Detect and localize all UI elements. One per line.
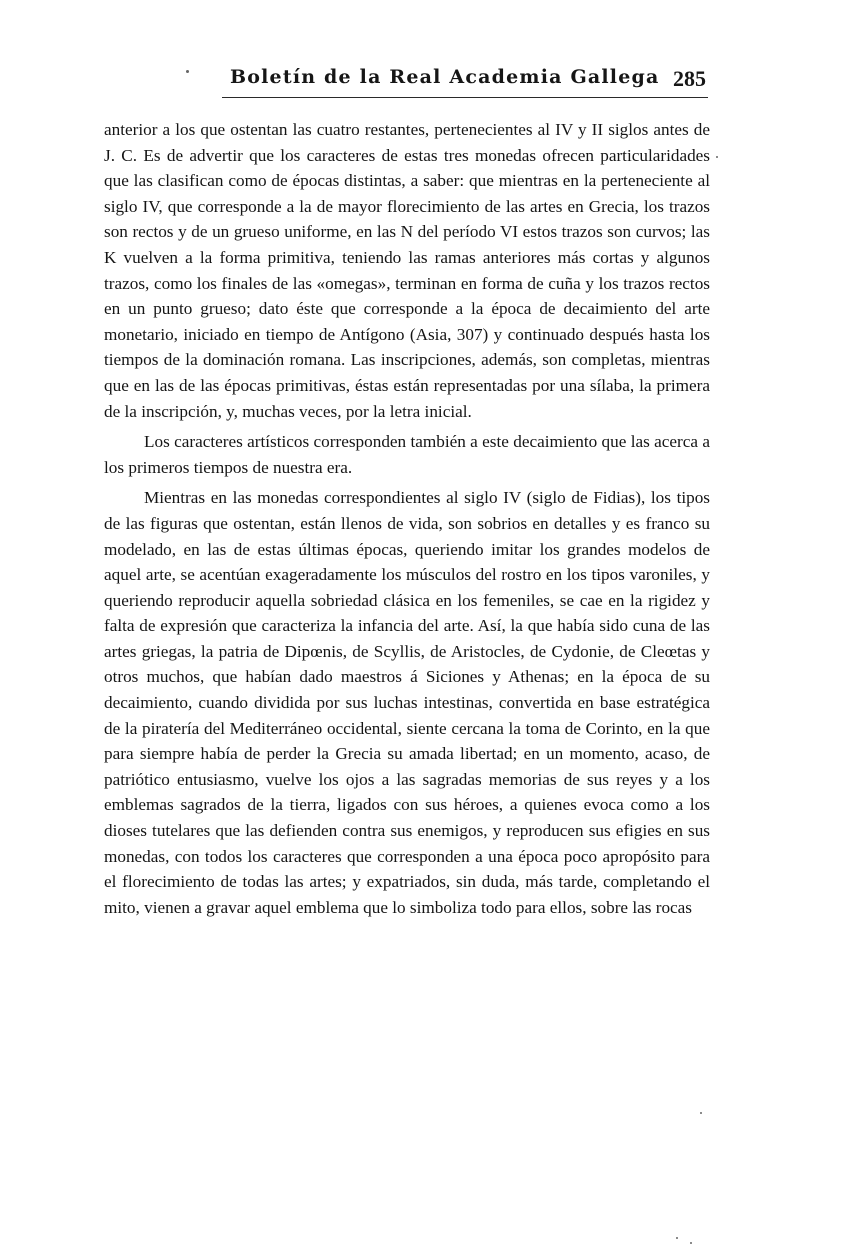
running-header: [222, 62, 710, 96]
body-text: [104, 117, 710, 920]
scan-speck: [186, 70, 189, 73]
journal-title: Boletín de la Real Academia Gallega: [230, 66, 660, 88]
scan-speck: [690, 1242, 692, 1244]
paragraph-1: anterior a los que ostentan las cuatro restantes, pertenecientes al IV y II siglos antes de J. C. Es de advertir que los caracteres de estas tres monedas ofrecen particularidades que las clasifican como de épocas distintas, a saber: que mientras en la perteneciente al siglo IV, que corresponde a la de mayor florecimiento de las artes en Grecia, los trazos son rectos y de un grueso uniforme, en las N del período VI estos trazos son curvos; las K vuelven a la forma primitiva, teniendo las ramas anteriores más cortas y algunos trazos, como los finales de las «omegas», terminan en forma de cuña y los trazos rectos en un punto grueso; dato éste que corresponde a la época de decaimiento del arte monetario, iniciado en tiempo de Antígono (Asia, 307) y continuado después hasta los tiempos de la dominación romana. Las inscripciones, además, son completas, mientras que en las de las épocas primitivas, éstas están representadas por una sílaba, la primera de la inscripción, y, muchas veces, por la letra inicial.: [104, 120, 710, 421]
scan-speck: [676, 1237, 678, 1239]
header-rule: [222, 97, 708, 98]
scan-speck: [716, 156, 718, 158]
paragraph-2: Los caracteres artísticos corresponden también a este decaimiento que las acerca a los primeros tiempos de nuestra era.: [104, 432, 710, 477]
page-number: 285: [673, 66, 706, 91]
paragraph-3: Mientras en las monedas correspondientes al siglo IV (siglo de Fidias), los tipos de las figuras que ostentan, están llenos de vida, son sobrios en detalles y es franco su modelado, en las de estas últimas épocas, queriendo imitar los grandes modelos de aquel arte, se acentúan exageradamente los músculos del rostro en los tipos varoniles, y queriendo reproducir aquella sobriedad clásica en los femeniles, se cae en la rigidez y falta de expresión que caracteriza la infancia del arte. Así, la que había sido cuna de las artes griegas, la patria de Dipœnis, de Scyllis, de Aristocles, de Cydonie, de Cleœtas y otros muchos, que habían dado maestros á Siciones y Athenas; en la época de su decaimiento, cuando dividida por sus luchas intestinas, convertida en base estratégica de la piratería del Mediterráneo occidental, siente cercana la toma de Corinto, en la que para siempre había de perder la Grecia su amada libertad; en un momento, acaso, de patriótico entusiasmo, vuelve los ojos a las sagradas memorias de sus reyes y a los emblemas sagrados de la tierra, ligados con sus héroes, a quienes evoca como a los dioses tutelares que las defienden contra sus enemigos, y reproducen sus efigies en sus monedas, con todos los caracteres que corresponden a una época poco apropósito para el florecimiento de todas las artes; y expatriados, sin duda, más tarde, completando el mito, vienen a gravar aquel emblema que lo simboliza todo para ellos, sobre las rocas: [104, 488, 710, 917]
scan-speck: [700, 1112, 702, 1114]
